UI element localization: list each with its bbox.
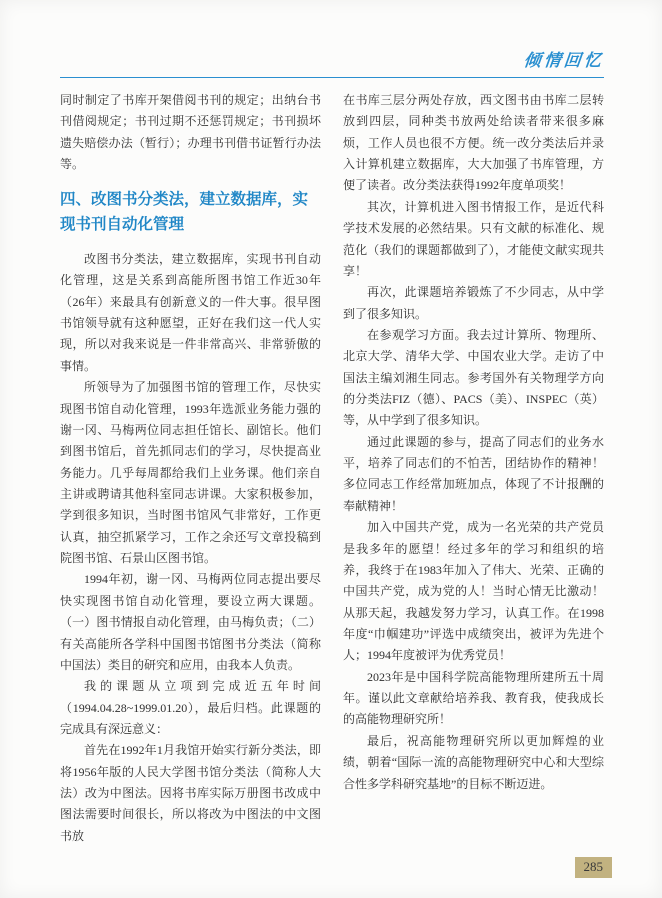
paragraph: 改图书分类法，建立数据库，实现书刊自动化管理，这是关系到高能所图书馆工作近30年（26年）来最具有创新意义的一件大事。很早图书馆领导就有这种愿望，正好在我们这一代人实现，所以对我来说是一件非常高兴、非常骄傲的事情。 [60, 252, 321, 373]
paragraph: 在参观学习方面。我去过计算所、物理所、北京大学、清华大学、中国农业大学。走访了中国法主编刘湘生同志。参考国外有关物理学方向的分类法FIZ（德）、PACS（美）、INSPEC（英）等，从中学到了很多知识。 [343, 327, 604, 428]
page-content [60, 46, 604, 847]
page-header [60, 46, 604, 77]
paragraph: 我的课题从立项到完成近五年时间（1994.04.28~1999.01.20），最后归档。此课题的完成具有深远意义： [60, 679, 321, 736]
paragraph: 再次，此课题培养锻炼了不少同志，从中学到了很多知识。 [343, 285, 604, 321]
paragraph: 首先在1992年1月我馆开始实行新分类法，即将1956年版的人民大学图书馆分类法（简称人大法）改为中图法。因将书库实际万册图书改成中图法需要时间很长，所以将改为中图法的中文图书放 [60, 743, 321, 843]
paragraph: 1994年初，谢一冈、马梅两位同志提出要尽快实现图书馆自动化管理，要设立两大课题。（一）图书情报自动化管理，由马梅负责；（二）有关高能所各学科中国图书馆图书分类法（简称中国法）类目的研究和应用，由我本人负责。 [60, 572, 321, 672]
paragraph: 2023年是中国科学院高能物理所建所五十周年。谨以此文章献给培养我、教育我，使我成长的高能物理研究所！ [343, 669, 604, 727]
paragraph: 同时制定了书库开架借阅书刊的规定；出纳台书刊借阅规定；书刊过期不还惩罚规定；书刊损坏遗失赔偿办法（暂行）；办理书刊借书证暂行办法等。 [60, 93, 321, 172]
paragraph: 其次，计算机进入图书情报工作，是近代科学技术发展的必然结果。只有文献的标准化、规范化（我们的课题都做到了），才能使文献实现共享！ [343, 199, 604, 278]
page-header-title: 倾情回忆 [522, 51, 605, 70]
page-number-badge: 285 [575, 857, 613, 878]
paragraph: 通过此课题的参与，提高了同志们的业务水平，培养了同志们的不怕苦，团结协作的精神！多位同志工作经常加班加点，体现了不计报酬的奉献精神！ [343, 434, 604, 513]
section-heading: 四、改图书分类法，建立数据库，实现书刊自动化管理 [60, 191, 309, 234]
right-column [343, 90, 604, 847]
left-column [60, 90, 321, 847]
header-rule [60, 77, 604, 78]
paragraph: 在书库三层分两处存放，西文图书由书库二层转放到四层，同种类书放两处给读者带来很多麻烦，工作人员也很不方便。统一改分类法后并录入计算机建立数据库，大大加强了书库管理，方便了读者。改分类法获得1992年度单项奖！ [343, 93, 604, 193]
paragraph: 加入中国共产党，成为一名光荣的共产党员是我多年的愿望！经过多年的学习和组织的培养，我终于在1983年加入了伟大、光荣、正确的中国共产党，成为党的人！当时心情无比激动！从那天起，我越发努力学习，认真工作。在1998年度“巾帼建功”评选中成绩突出，被评为先进个人；1994年度被评为优秀党员！ [343, 520, 604, 663]
paragraph: 所领导为了加强图书馆的管理工作，尽快实现图书馆自动化管理，1993年选派业务能力强的谢一冈、马梅两位同志担任馆长、副馆长。他们到图书馆后，首先抓同志们的学习，尽快提高业务能力。几乎每周都给我们上业务课。他们亲自主讲或聘请其他科室同志讲课。大家积极参加，学到很多知识，当时图书馆风气非常好，工作更认真，抽空抓紧学习，工作之余还写文章投稿到院图书馆、石景山区图书馆。 [60, 380, 321, 566]
paragraph: 最后，祝高能物理研究所以更加辉煌的业绩，朝着“国际一流的高能物理研究中心和大型综合性多学科研究基地”的目标不断迈进。 [343, 733, 604, 791]
two-column-layout [60, 90, 604, 847]
